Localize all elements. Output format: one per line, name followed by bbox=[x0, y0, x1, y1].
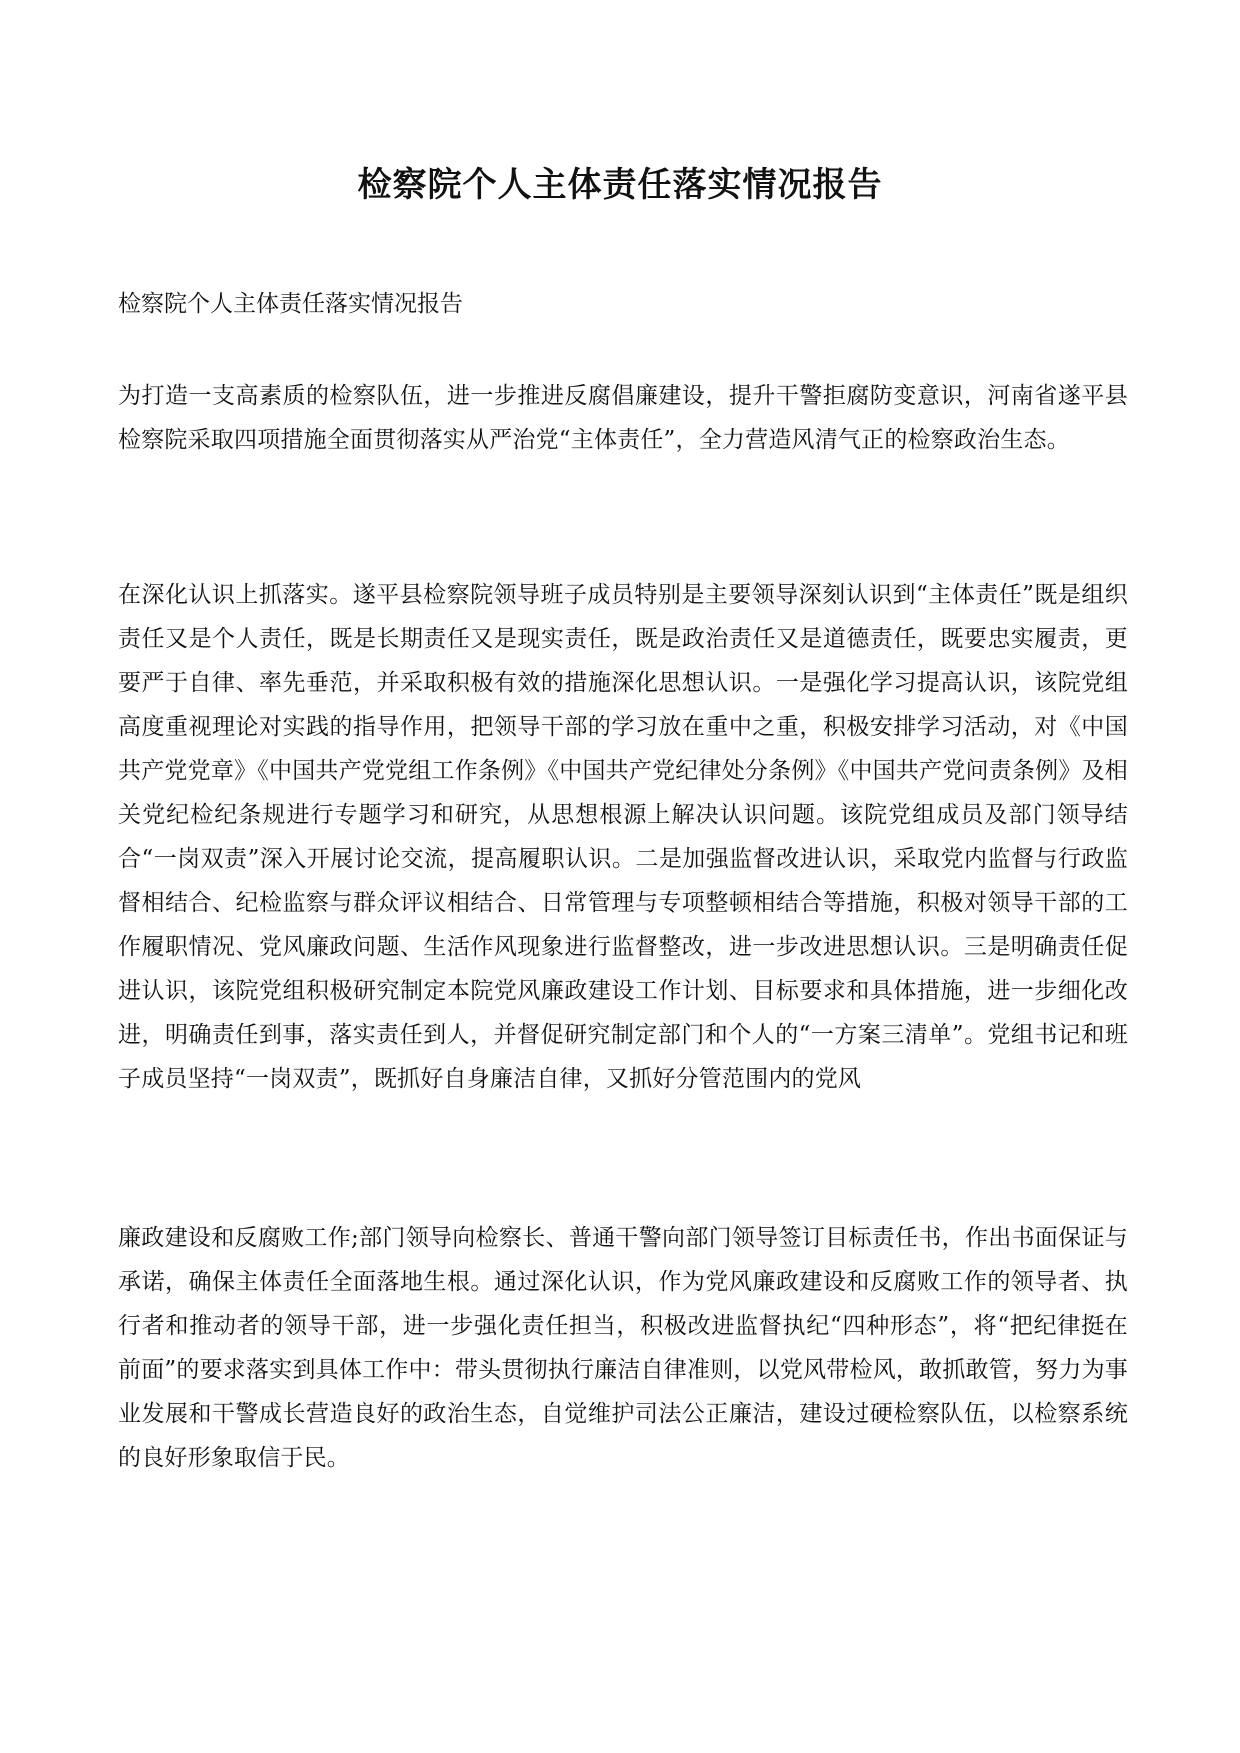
document-subtitle: 检察院个人主体责任落实情况报告 bbox=[118, 291, 463, 317]
document-title: 检察院个人主体责任落实情况报告 bbox=[357, 165, 883, 205]
paragraph-intro: 为打造一支高素质的检察队伍，进一步推进反腐倡廉建设，提升干警拒腐防变意识，河南省遂平县检察院采取四项措施全面贯彻落实从严治党“主体责任”，全力营造风清气正的检察政治生态。 bbox=[118, 383, 1128, 453]
paragraph-deepen-understanding: 在深化认识上抓落实。遂平县检察院领导班子成员特别是主要领导深刻认识到“主体责任”既是组织责任又是个人责任，既是长期责任又是现实责任，既是政治责任又是道德责任，既要忠实履责，更要严于自律、率先垂范，并采取积极有效的措施深化思想认识。一是强化学习提高认识，该院党组高度重视理论对实践的指导作用，把领导干部的学习放在重中之重，积极安排学习活动，对《中国共产党党章》《中国共产党党组工作条例》《中国共产党纪律处分条例》《中国共产党问责条例》及相关党纪检纪条规进行专题学习和研究，从思想根源上解决认识问题。该院党组成员及部门领导结合“一岗双责”深入开展讨论交流，提高履职认识。二是加强监督改进认识，采取党内监督与行政监督相结合、纪检监察与群众评议相结合、日常管理与专项整顿相结合等措施，积极对领导干部的工作履职情况、党风廉政问题、生活作风现象进行监督整改，进一步改进思想认识。三是明确责任促进认识，该院党组积极研究制定本院党风廉政建设工作计划、目标要求和具体措施，进一步细化改进，明确责任到事，落实责任到人，并督促研究制定部门和个人的“一方案三清单”。党组书记和班子成员坚持“一岗双责”，既抓好自身廉洁自律，又抓好分管范围内的党风 bbox=[118, 582, 1128, 1092]
paragraph-integrity-building: 廉政建设和反腐败工作;部门领导向检察长、普通干警向部门领导签订目标责任书，作出书面保证与承诺，确保主体责任全面落地生根。通过深化认识，作为党风廉政建设和反腐败工作的领导者、执行者和推动者的领导干部，进一步强化责任担当，积极改进监督执纪“四种形态”，将“把纪律挺在前面”的要求落实到具体工作中：带头贯彻执行廉洁自律准则，以党风带检风，敢抓敢管，努力为事业发展和干警成长营造良好的政治生态，自觉维护司法公正廉洁，建设过硬检察队伍，以检察系统的良好形象取信于民。 bbox=[118, 1225, 1128, 1471]
